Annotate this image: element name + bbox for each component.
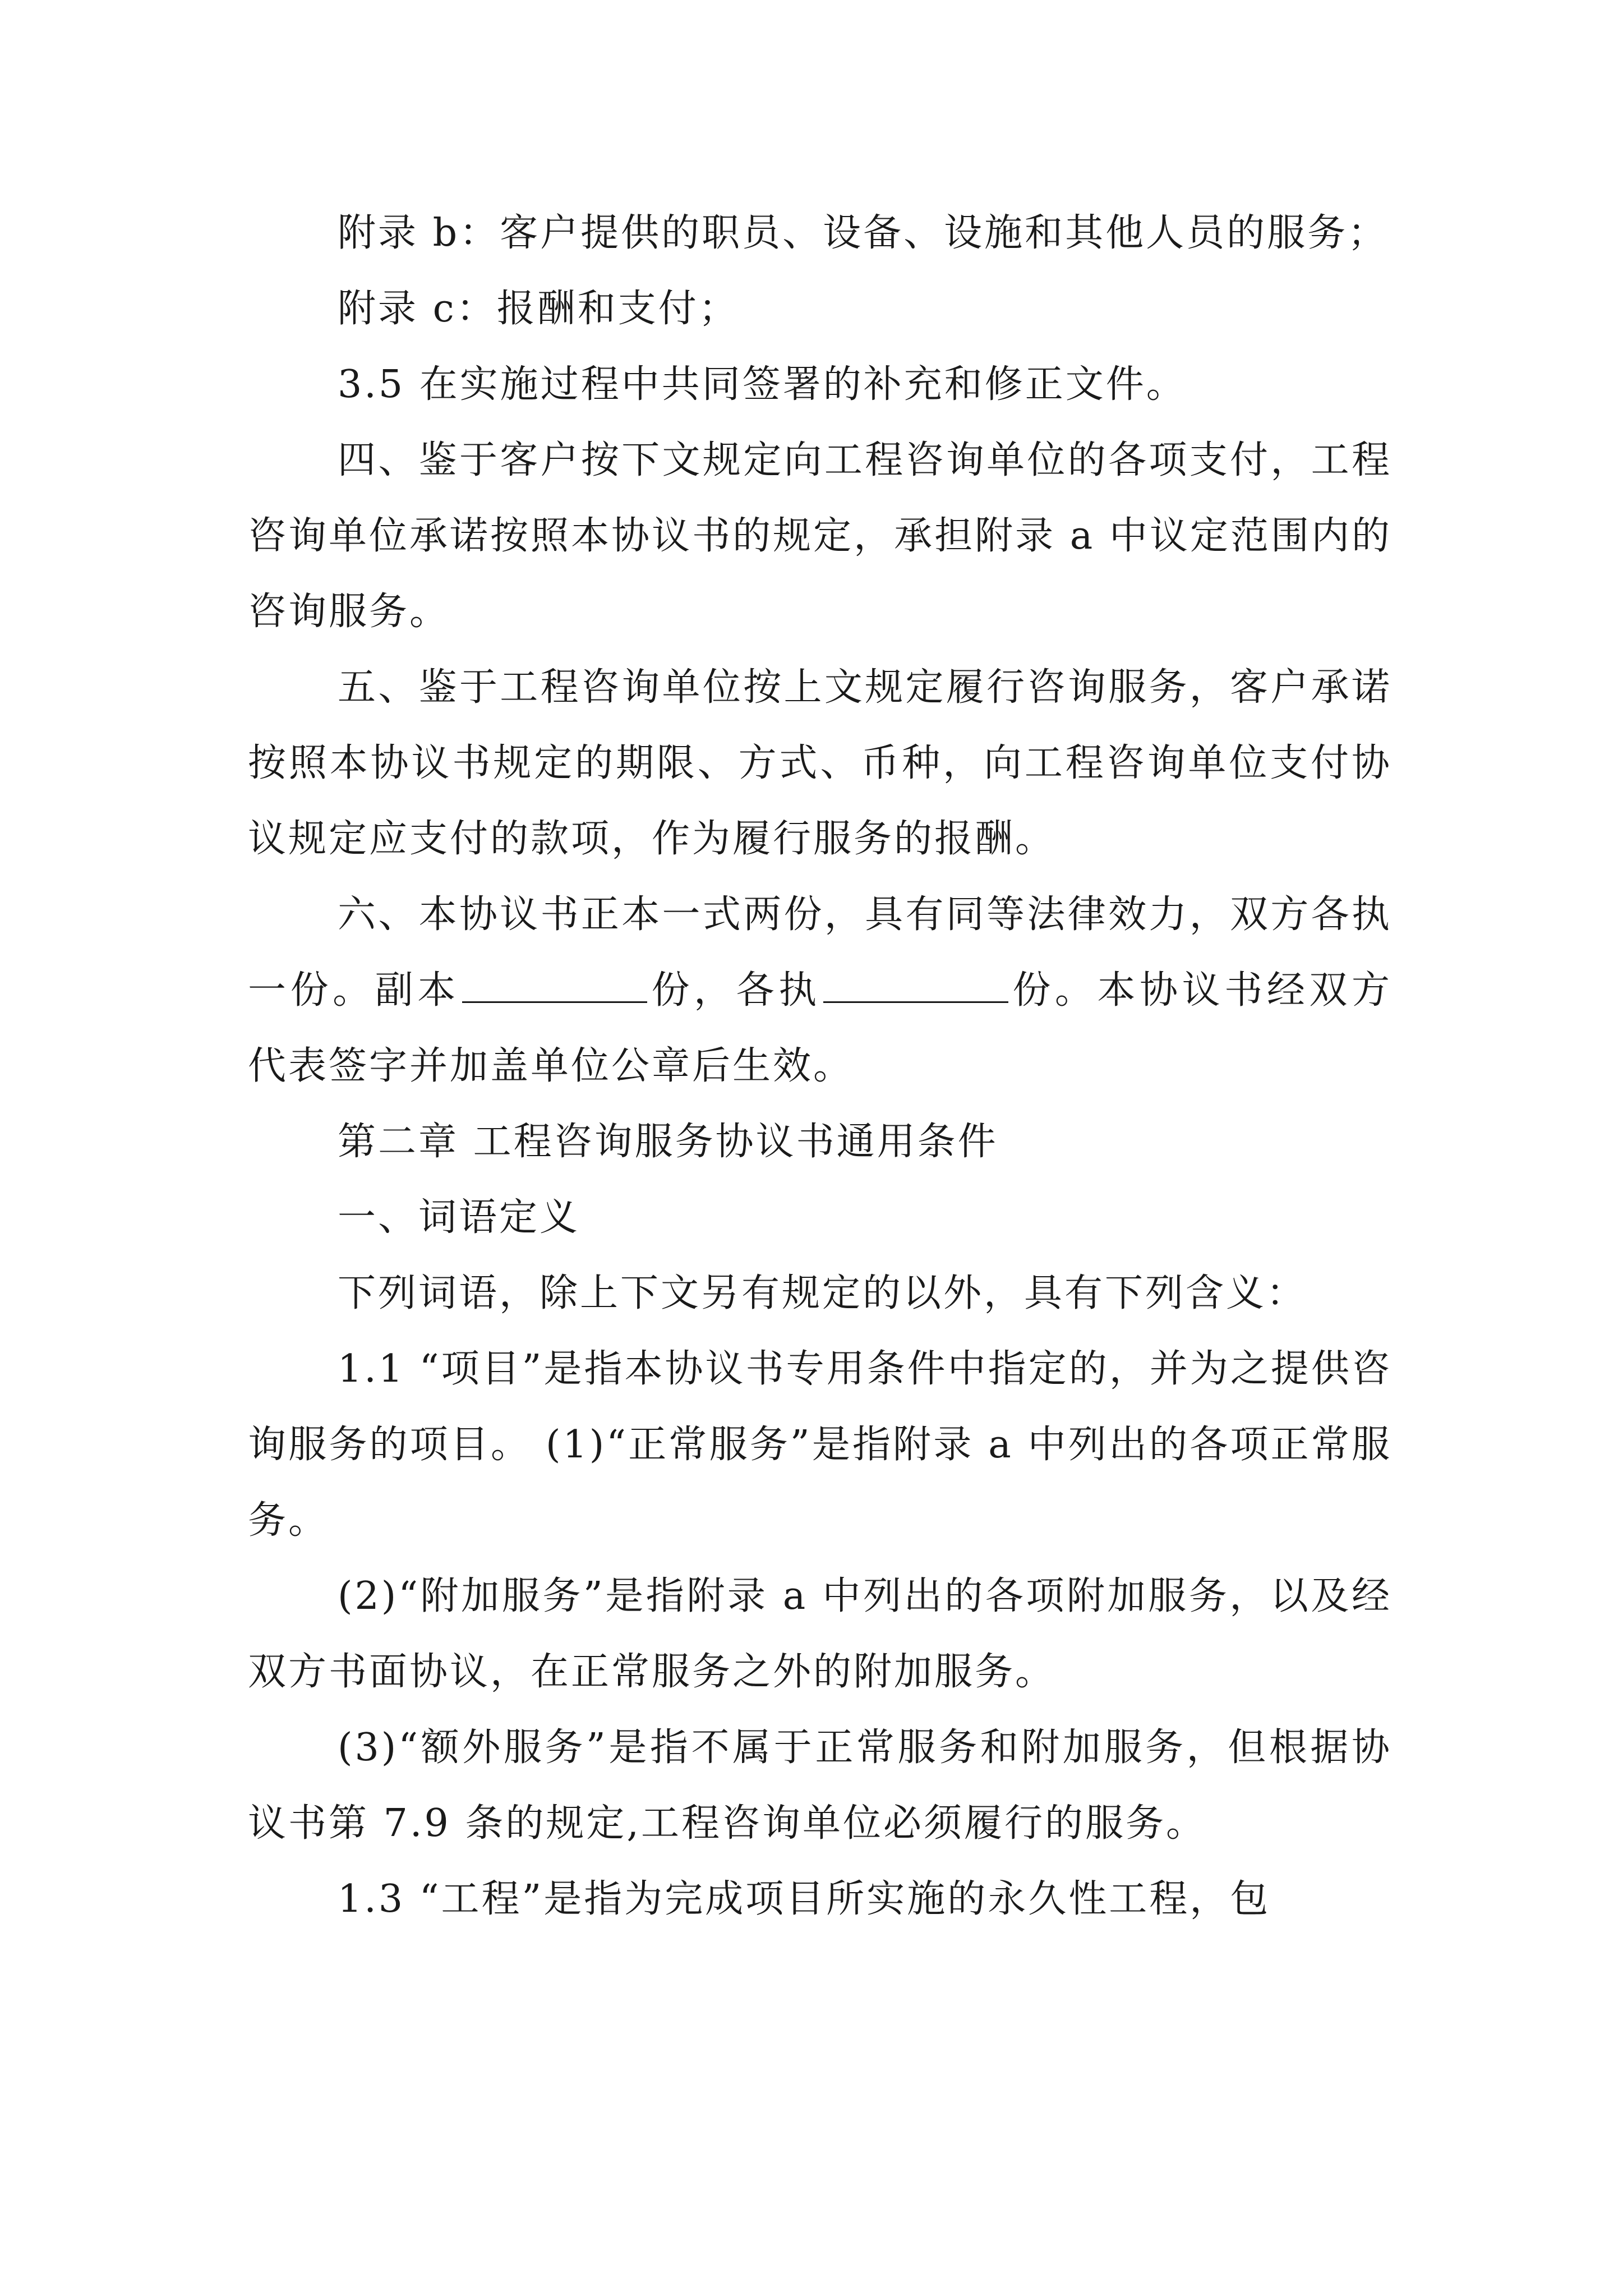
paragraph-def-2: (2)“附加服务”是指附录 a 中列出的各项附加服务，以及经双方书面协议，在正常服务之外的附加服务。 — [248, 1574, 1392, 1694]
paragraph-def-1-1: 1.1 “项目”是指本协议书专用条件中指定的，并为之提供咨询服务的项目。 (1)“正常服务”是指附录 a 中列出的各项正常服务。 — [248, 1347, 1392, 1543]
paragraph-clause-5: 五、鉴于工程咨询单位按上文规定履行咨询服务，客户承诺按照本协议书规定的期限、方式、币种，向工程咨询单位支付协议规定应支付的款项，作为履行服务的报酬。 — [248, 665, 1392, 861]
paragraph-clause-3-5: 3.5 在实施过程中共同签署的补充和修正文件。 — [338, 362, 1187, 407]
paragraph-clause-6 — [248, 877, 1392, 1104]
paragraph-definitions-intro: 下列词语，除上下文另有规定的以外，具有下列含义： — [338, 1271, 1307, 1315]
paragraph-appendix-c: 附录 c：报酬和支付； — [338, 287, 739, 331]
clause-6-text-part2: 份，各执 — [649, 968, 821, 1013]
section-heading: 一、词语定义 — [338, 1195, 580, 1240]
paragraph-def-3: (3)“额外服务”是指不属于正常服务和附加服务，但根据协议书第 7.9 条的规定,工程咨询单位必须履行的服务。 — [248, 1726, 1392, 1846]
chapter-heading: 第二章 工程咨询服务协议书通用条件 — [338, 1120, 998, 1164]
paragraph-def-1-3: 1.3 “工程”是指为完成项目所实施的永久性工程，包 — [338, 1877, 1271, 1921]
document-body — [248, 195, 1392, 1937]
clause-6-text-part1: 六、本协议书正本一式两份，具有同等法律效力，双方各执一份。副本 — [248, 892, 1392, 1013]
clause-6-text-part3: 份。本协议书经双方代表签字并加盖单位公章后生效。 — [248, 968, 1392, 1088]
paragraph-clause-4: 四、鉴于客户按下文规定向工程咨询单位的各项支付，工程咨询单位承诺按照本协议书的规定，承担附录 a 中议定范围内的咨询服务。 — [248, 438, 1392, 634]
each-holds-blank-line — [823, 1001, 1008, 1003]
paragraph-appendix-b: 附录 b：客户提供的职员、设备、设施和其他人员的服务； — [338, 211, 1389, 255]
copies-blank-line — [462, 1001, 647, 1003]
